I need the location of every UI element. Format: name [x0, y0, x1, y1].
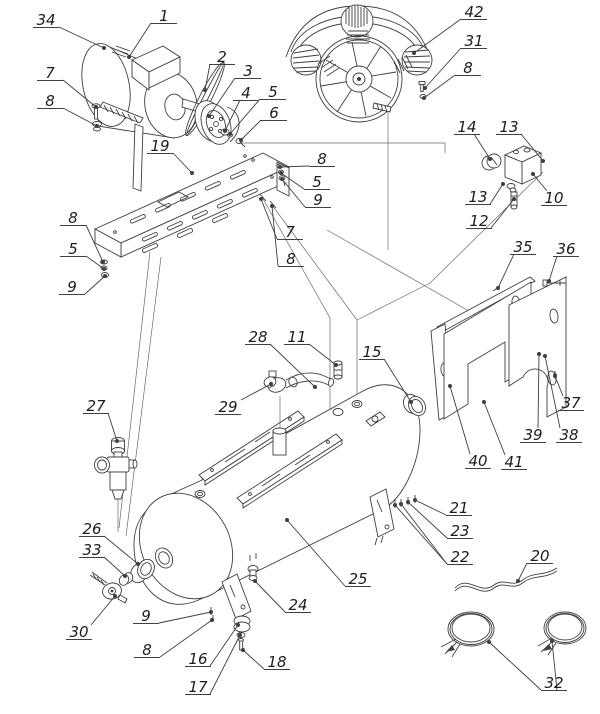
callout-label: 38 — [559, 426, 579, 444]
callout-label: 15 — [362, 343, 382, 361]
leader-line — [173, 153, 192, 173]
tank-drawing — [121, 361, 429, 650]
leader-dot — [239, 138, 243, 142]
leader-dot — [95, 124, 99, 128]
frame-drawing — [95, 153, 289, 257]
callout-label: 3 — [243, 62, 253, 80]
leader-line — [85, 276, 105, 294]
leader-line — [491, 199, 514, 228]
callout-label: 8 — [142, 641, 152, 659]
callout-32-44 — [487, 639, 567, 692]
callout-label: 8 — [286, 250, 296, 268]
leader-line — [104, 536, 138, 564]
pump-drawing — [286, 5, 432, 122]
callout-label: 34 — [36, 11, 56, 29]
leader-dot — [487, 640, 491, 644]
motor-drawing — [75, 39, 204, 191]
leader-dot — [531, 172, 535, 176]
hose-coil-right — [538, 612, 586, 655]
callout-29-27 — [215, 382, 273, 416]
pressure-switch-drawing — [482, 146, 541, 209]
callout-41-24 — [482, 400, 527, 471]
callout-label: 41 — [504, 453, 524, 471]
motor-support-strap — [133, 124, 143, 191]
leader-dot — [123, 574, 127, 578]
leader-line — [59, 27, 104, 48]
leader-dot — [448, 384, 452, 388]
callout-label: 24 — [288, 596, 308, 614]
leader-dot — [103, 274, 107, 278]
leader-dot — [541, 159, 545, 163]
callout-label: 7 — [285, 223, 295, 241]
callout-label: 39 — [523, 426, 543, 444]
leader-dot — [238, 633, 242, 637]
callout-label: 13 — [468, 188, 488, 206]
callout-label: 1 — [159, 7, 169, 25]
callout-label: 11 — [287, 328, 307, 346]
callout-label: 17 — [188, 678, 208, 696]
callout-label: 9 — [141, 607, 151, 625]
callout-label: 9 — [313, 191, 323, 209]
callout-9-33 — [133, 607, 213, 625]
callout-label: 8 — [45, 92, 55, 110]
callout-label: 35 — [513, 238, 533, 256]
leader-line — [549, 256, 557, 281]
callout-label: 29 — [218, 398, 238, 416]
callout-6-8 — [239, 104, 287, 142]
leader-dot — [279, 171, 283, 175]
leader-dot — [537, 352, 541, 356]
callout-21-39 — [413, 498, 472, 517]
callout-label: 30 — [69, 623, 89, 641]
leader-dot — [280, 177, 284, 181]
pump-bolts-drawing — [419, 82, 426, 99]
leader-line — [489, 642, 541, 690]
leader-line — [484, 402, 505, 455]
leader-line — [241, 384, 271, 400]
callout-label: 36 — [556, 240, 576, 258]
leader-dot — [516, 579, 520, 583]
callout-label: 28 — [248, 328, 268, 346]
callout-19-9 — [147, 137, 194, 175]
callout-label: 22 — [450, 548, 470, 566]
callout-label: 16 — [188, 650, 208, 668]
leader-dot — [413, 498, 417, 502]
leader-line — [241, 120, 261, 140]
callout-label: 13 — [499, 118, 519, 136]
callout-label: 18 — [267, 653, 287, 671]
leader-dot — [482, 400, 486, 404]
leader-dot — [136, 562, 140, 566]
leader-dot — [501, 182, 505, 186]
callout-label: 23 — [450, 522, 470, 540]
callout-label: 31 — [464, 32, 484, 50]
leader-dot — [203, 88, 207, 92]
leader-line — [272, 206, 278, 266]
leader-dot — [278, 165, 282, 169]
leader-dot — [550, 639, 554, 643]
leader-dot — [228, 132, 232, 136]
leader-line — [414, 19, 461, 53]
leader-dot — [101, 260, 105, 264]
callout-label: 40 — [468, 452, 488, 470]
leader-line — [129, 23, 151, 57]
leader-line — [210, 625, 238, 666]
leader-line — [309, 344, 336, 365]
callout-label: 27 — [86, 397, 106, 415]
leader-dot — [115, 439, 119, 443]
leader-line — [104, 557, 125, 576]
leader-line — [474, 134, 490, 159]
callout-label: 33 — [82, 541, 102, 559]
regulator-drawing — [95, 438, 138, 533]
leader-line — [230, 99, 260, 134]
leader-dot — [236, 623, 240, 627]
leader-line — [498, 254, 514, 288]
leader-dot — [223, 129, 227, 133]
leader-line — [408, 502, 447, 538]
pump-head-right — [402, 45, 432, 75]
leader-line — [255, 581, 285, 612]
callout-30-32 — [66, 594, 117, 641]
leader-dot — [207, 114, 211, 118]
leader-dot — [210, 618, 214, 622]
leader-line — [490, 184, 503, 204]
callout-label: 26 — [82, 520, 102, 538]
callout-label: 8 — [68, 209, 78, 227]
callout-label: 5 — [268, 83, 278, 101]
callout-label: 42 — [464, 3, 484, 21]
callout-27-29 — [83, 397, 119, 443]
callout-24-38 — [253, 579, 311, 614]
leader-dot — [406, 500, 410, 504]
leader-line — [91, 596, 115, 625]
callout-16-35 — [185, 623, 240, 668]
regulator-gauge — [95, 457, 110, 473]
leader-dot — [285, 518, 289, 522]
callout-label: 14 — [457, 118, 477, 136]
hose-coil-left — [441, 612, 494, 657]
callout-label: 12 — [469, 212, 489, 230]
pipe-28 — [328, 378, 335, 387]
leader-dot — [313, 385, 317, 389]
callout-label: 37 — [561, 394, 581, 412]
leader-dot — [270, 204, 274, 208]
leader-dot — [102, 267, 106, 271]
callout-label: 32 — [544, 674, 564, 692]
leader-dot — [399, 502, 403, 506]
callout-14-13 — [454, 118, 492, 161]
leader-dot — [412, 51, 416, 55]
leader-dot — [127, 55, 131, 59]
leader-dot — [543, 354, 547, 358]
callout-label: 25 — [348, 570, 368, 588]
callout-label: 2 — [217, 48, 227, 66]
callout-34-0 — [33, 11, 106, 50]
leader-dot — [488, 157, 492, 161]
callout-label: 5 — [312, 173, 322, 191]
leader-line — [108, 413, 117, 441]
callout-9-52 — [59, 274, 107, 296]
leader-dot — [113, 594, 117, 598]
callout-label: 7 — [45, 64, 55, 82]
leader-dot — [269, 382, 273, 386]
callout-label: 6 — [269, 104, 279, 122]
belt-guard-drawing — [431, 277, 566, 420]
leader-line — [401, 504, 447, 564]
leader-line — [159, 612, 211, 623]
leader-dot — [102, 46, 106, 50]
callout-label: 5 — [68, 240, 78, 258]
callout-label: 10 — [544, 189, 564, 207]
leader-dot — [393, 503, 397, 507]
leader-dot — [241, 648, 245, 652]
leader-dot — [553, 374, 557, 378]
leader-dot — [496, 286, 500, 290]
leader-dot — [94, 105, 98, 109]
callout-13-16 — [465, 182, 505, 206]
leader-dot — [409, 400, 413, 404]
callout-36-19 — [547, 240, 579, 283]
callout-33-31 — [79, 541, 127, 578]
leader-dot — [512, 197, 516, 201]
leader-line — [424, 75, 455, 98]
leader-dot — [209, 610, 213, 614]
leader-dot — [547, 279, 551, 283]
leader-dot — [334, 363, 338, 367]
leader-line — [243, 650, 264, 669]
leader-dot — [423, 86, 427, 90]
check-valve-drawing — [263, 371, 335, 395]
callout-label: 21 — [449, 499, 469, 517]
callout-label: 9 — [67, 278, 77, 296]
hoses-drawing — [441, 568, 586, 657]
callout-label: 20 — [530, 547, 550, 565]
callout-label: 4 — [241, 84, 251, 102]
callout-label: 8 — [463, 59, 473, 77]
leader-dot — [253, 579, 257, 583]
callout-label: 8 — [317, 150, 327, 168]
callout-31-11 — [423, 32, 487, 90]
leader-dot — [259, 197, 263, 201]
callout-18-37 — [241, 648, 290, 671]
leader-dot — [422, 96, 426, 100]
callout-label: 19 — [150, 137, 170, 155]
leader-dot — [190, 171, 194, 175]
